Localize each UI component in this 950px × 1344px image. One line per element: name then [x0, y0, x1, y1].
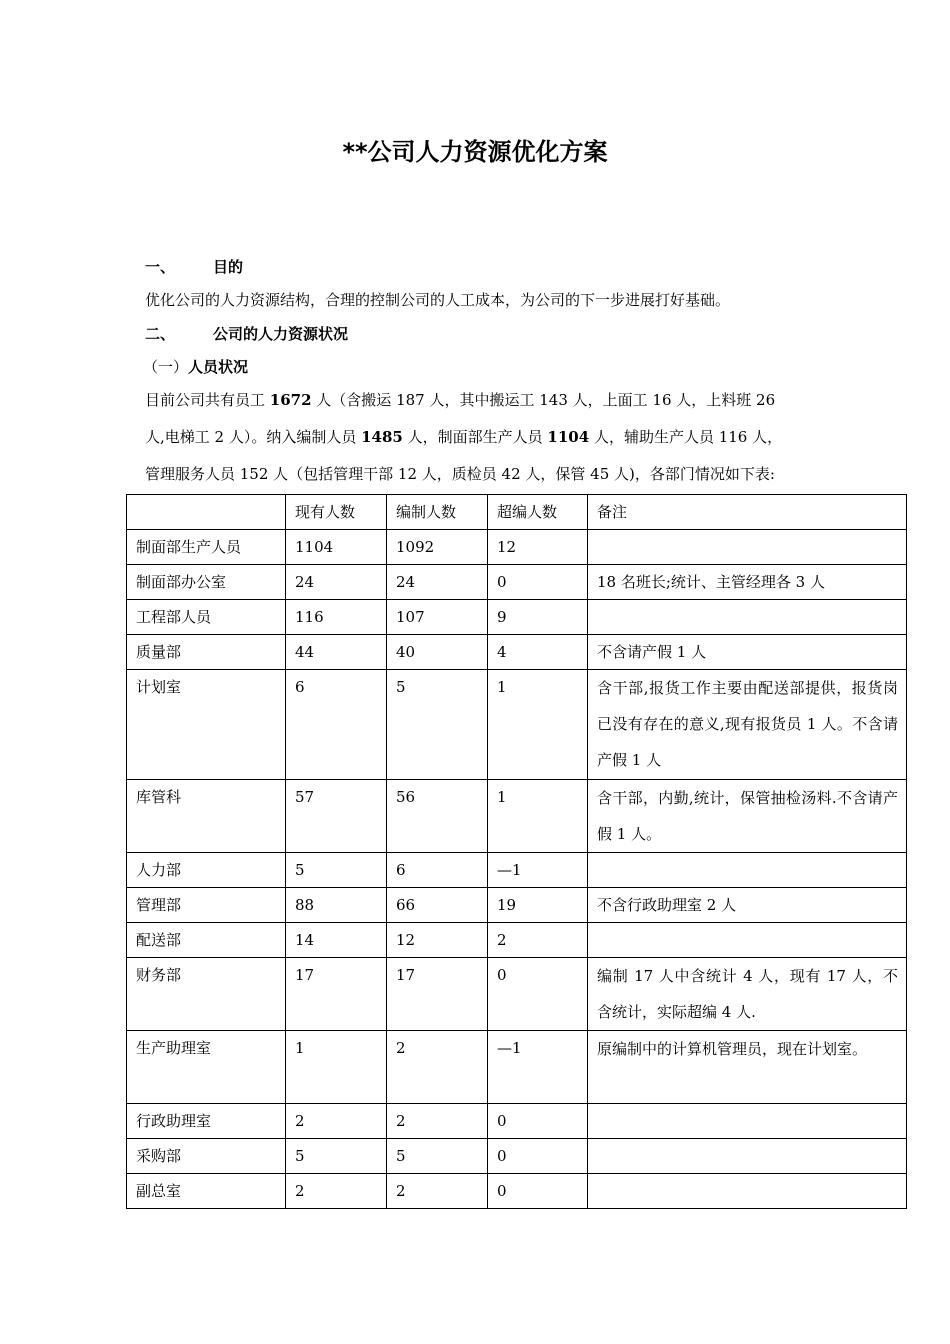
table-cell	[588, 1104, 907, 1139]
table-cell: 107	[387, 600, 488, 635]
table-cell: 17	[387, 958, 488, 1031]
production-staff-count: 1104	[547, 428, 590, 446]
table-row	[127, 670, 907, 780]
table-cell: 9	[488, 600, 588, 635]
table-cell: 库管科	[127, 780, 286, 853]
table-header-cell: 备注	[588, 495, 907, 530]
table-cell: 44	[286, 635, 387, 670]
table-cell	[588, 1139, 907, 1174]
table-cell: 人力部	[127, 853, 286, 888]
table-cell: —1	[488, 853, 588, 888]
table-row	[127, 923, 907, 958]
table-row	[127, 888, 907, 923]
table-cell: 生产助理室	[127, 1031, 286, 1104]
table-cell: 含干部,报货工作主要由配送部提供，报货岗已没有存在的意义,现有报货员 1 人。不含请产假 1 人	[588, 670, 907, 780]
table-cell: 12	[488, 530, 588, 565]
section-1-heading	[145, 256, 243, 277]
table-cell: 24	[286, 565, 387, 600]
table-cell: 24	[387, 565, 488, 600]
table-cell: 14	[286, 923, 387, 958]
table-cell: 1104	[286, 530, 387, 565]
table-cell: 2	[387, 1031, 488, 1104]
table-cell: 88	[286, 888, 387, 923]
table-cell: 2	[387, 1174, 488, 1209]
subsection-number: （一）	[143, 358, 189, 376]
table-header-cell	[127, 495, 286, 530]
table-cell: 不含行政助理室 2 人	[588, 888, 907, 923]
text-run: 目前公司共有员工	[145, 391, 270, 409]
table-cell: 2	[387, 1104, 488, 1139]
table-row	[127, 1139, 907, 1174]
table-row	[127, 958, 907, 1031]
table-row	[127, 530, 907, 565]
table-cell: 制面部生产人员	[127, 530, 286, 565]
table-cell: 采购部	[127, 1139, 286, 1174]
table-cell: 制面部办公室	[127, 565, 286, 600]
table-cell: 计划室	[127, 670, 286, 780]
table-cell: 40	[387, 635, 488, 670]
subsection-title: 人员状况	[188, 358, 249, 376]
table-row	[127, 780, 907, 853]
section-2-number: 二、	[145, 325, 176, 343]
text-run: 人,电梯工 2 人）。纳入编制人员	[145, 428, 362, 446]
table-cell	[588, 530, 907, 565]
table-cell: 2	[286, 1174, 387, 1209]
section-2-title: 公司的人力资源状况	[213, 325, 349, 343]
table-cell: 编制 17 人中含统计 4 人，现有 17 人，不含统计，实际超编 4 人.	[588, 958, 907, 1031]
table-cell: 116	[286, 600, 387, 635]
table-cell: 含干部，内勤,统计，保管抽检汤料.不含请产假 1 人。	[588, 780, 907, 853]
table-cell	[588, 600, 907, 635]
page-title: **公司人力资源优化方案	[342, 138, 608, 166]
table-cell	[588, 853, 907, 888]
table-cell: 0	[488, 1139, 588, 1174]
table-cell: 1	[286, 1031, 387, 1104]
subsection-heading	[143, 356, 248, 377]
table-header-cell: 编制人数	[387, 495, 488, 530]
table-cell: 行政助理室	[127, 1104, 286, 1139]
table-cell: 5	[286, 853, 387, 888]
table-cell: 1	[488, 780, 588, 853]
table-header-row	[127, 495, 907, 530]
table-row	[127, 1104, 907, 1139]
section-2-heading	[145, 323, 348, 344]
staff-paragraph-line-2	[145, 426, 782, 447]
table-header-cell: 现有人数	[286, 495, 387, 530]
table-row	[127, 1031, 907, 1104]
table-cell: 4	[488, 635, 588, 670]
table-cell: 2	[286, 1104, 387, 1139]
table-cell: 2	[488, 923, 588, 958]
table-cell: 12	[387, 923, 488, 958]
table-cell: 66	[387, 888, 488, 923]
table-row	[127, 853, 907, 888]
section-1-number: 一、	[145, 258, 176, 276]
budgeted-staff-count: 1485	[361, 428, 403, 446]
total-staff-count: 1672	[269, 391, 312, 409]
text-run: 人（含搬运 187 人，其中搬运工 143 人，上面工 16 人，上料班 26	[311, 391, 776, 409]
text-run: 人，制面部生产人员	[402, 428, 548, 446]
table-cell: 不含请产假 1 人	[588, 635, 907, 670]
section-1-title: 目的	[213, 258, 244, 276]
table-cell: 1	[488, 670, 588, 780]
table-cell: 0	[488, 1104, 588, 1139]
table-cell: 19	[488, 888, 588, 923]
table-row	[127, 565, 907, 600]
purpose-paragraph: 优化公司的人力资源结构，合理的控制公司的人工成本，为公司的下一步进展打好基础。	[145, 291, 731, 309]
table-cell: 56	[387, 780, 488, 853]
table-cell: 5	[387, 670, 488, 780]
table-row	[127, 600, 907, 635]
table-cell: 质量部	[127, 635, 286, 670]
table-cell: 6	[387, 853, 488, 888]
table-row	[127, 635, 907, 670]
table-cell: 5	[387, 1139, 488, 1174]
table-cell: 5	[286, 1139, 387, 1174]
staff-paragraph-line-1	[145, 389, 775, 410]
table-cell: 57	[286, 780, 387, 853]
table-cell: 0	[488, 565, 588, 600]
staff-paragraph-line-3: 管理服务人员 152 人（包括管理干部 12 人，质检员 42 人，保管 45 人)，各部门情况如下表:	[145, 465, 775, 483]
table-cell: 原编制中的计算机管理员，现在计划室。	[588, 1031, 907, 1104]
table-cell: 工程部人员	[127, 600, 286, 635]
table-cell: 副总室	[127, 1174, 286, 1209]
table-cell: 1092	[387, 530, 488, 565]
table-cell: 6	[286, 670, 387, 780]
table-cell: 财务部	[127, 958, 286, 1031]
table-cell	[588, 923, 907, 958]
staffing-table	[126, 494, 907, 1209]
table-cell: 18 名班长;统计、主管经理各 3 人	[588, 565, 907, 600]
table-cell: 0	[488, 958, 588, 1031]
table-cell: 17	[286, 958, 387, 1031]
table-cell: —1	[488, 1031, 588, 1104]
table-cell: 管理部	[127, 888, 286, 923]
table-cell: 0	[488, 1174, 588, 1209]
text-run: 人，辅助生产人员 116 人，	[589, 428, 783, 446]
table-cell	[588, 1174, 907, 1209]
table-cell: 配送部	[127, 923, 286, 958]
table-header-cell: 超编人数	[488, 495, 588, 530]
table-row	[127, 1174, 907, 1209]
